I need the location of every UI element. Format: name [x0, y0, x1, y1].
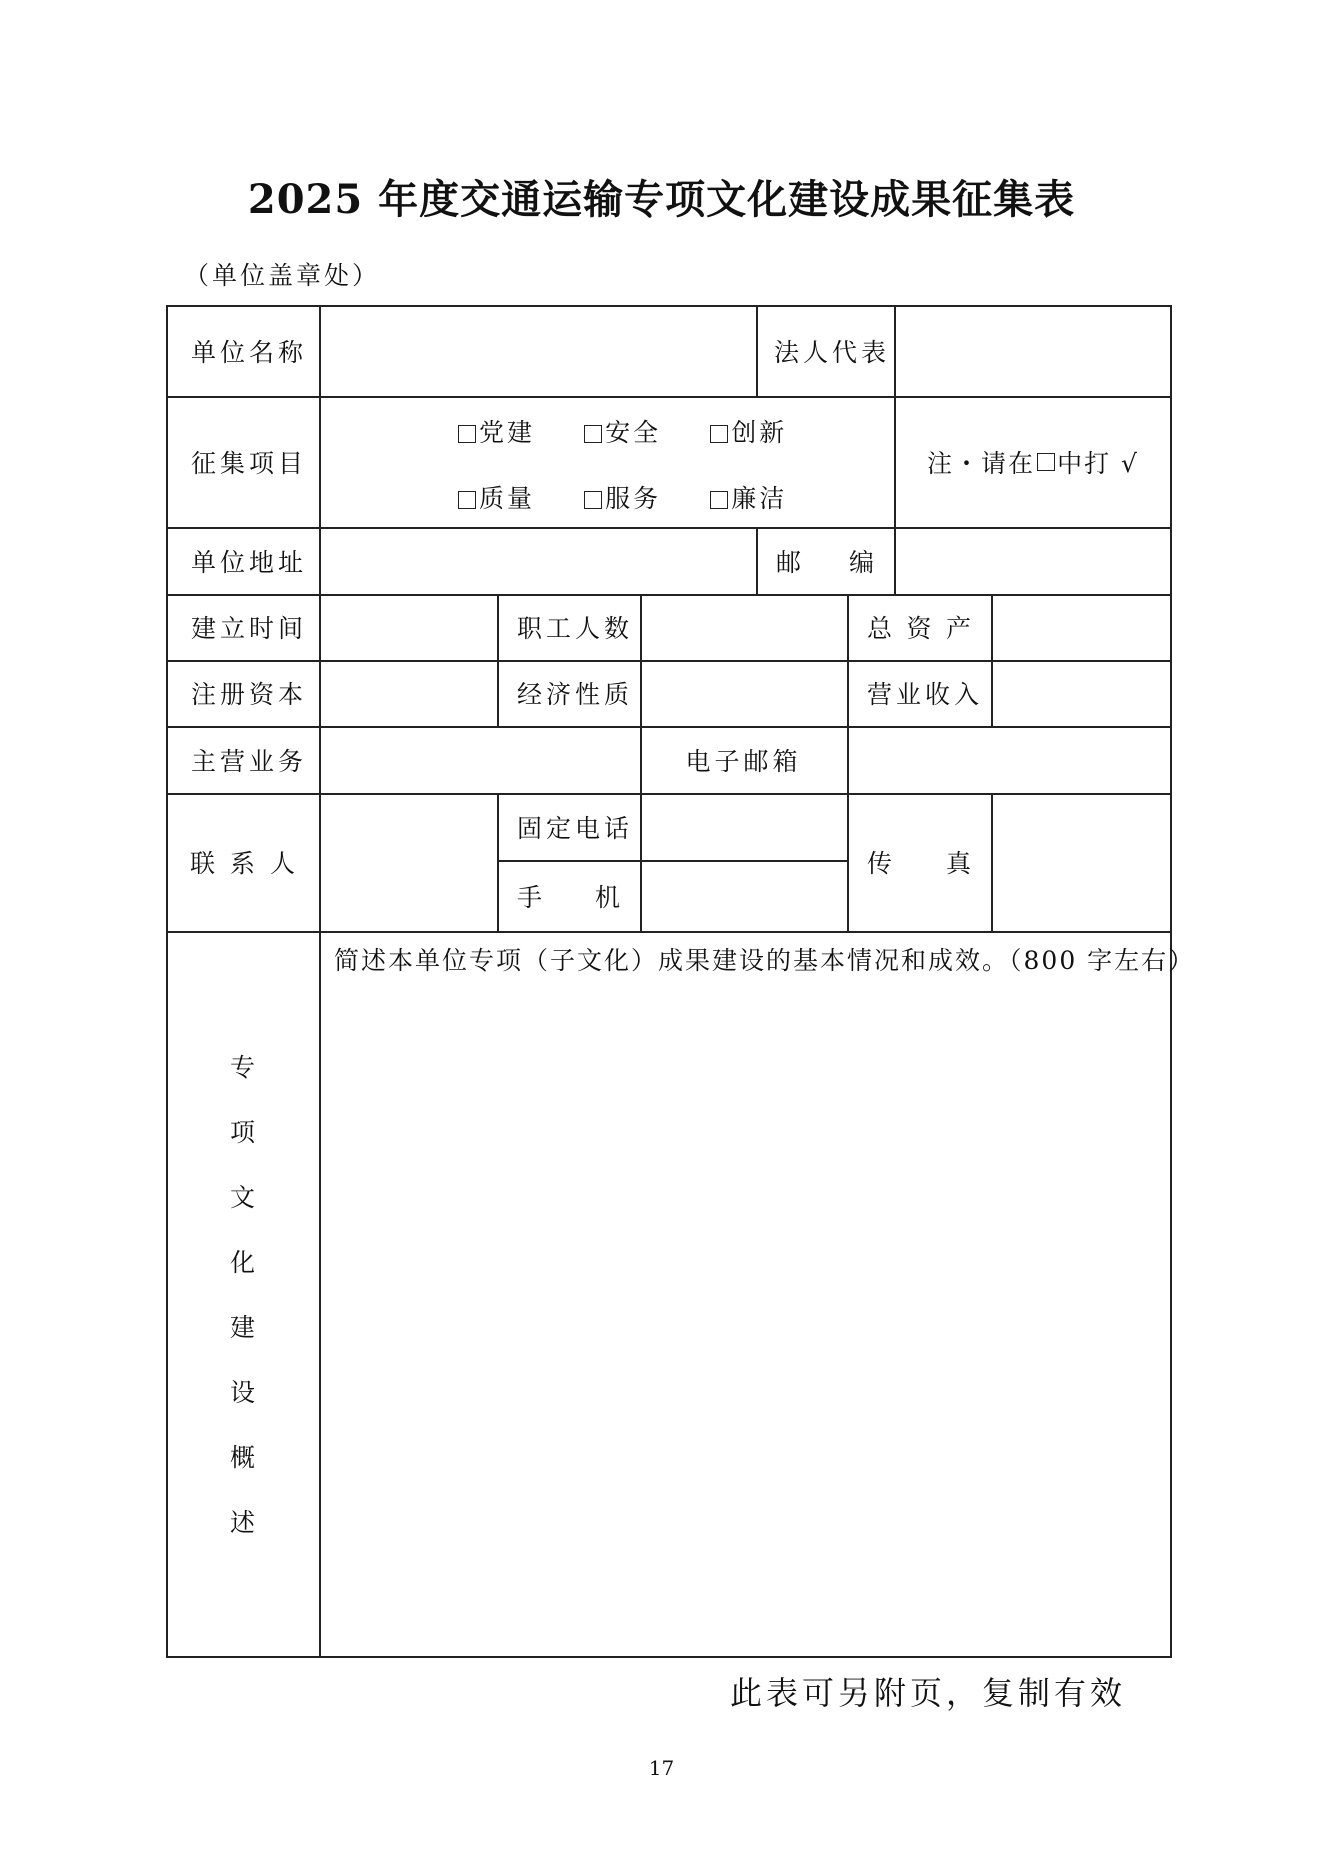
- registered-capital-field[interactable]: [321, 662, 496, 725]
- economic-nature-field[interactable]: [642, 662, 846, 725]
- footer-note: 此表可另附页，复制有效: [729, 1674, 1126, 1712]
- label-postcode: 邮 编: [776, 547, 874, 577]
- label-registered-capital: 注册资本: [191, 680, 308, 709]
- page-number: 17: [648, 1756, 675, 1780]
- options-row-1: [436, 413, 809, 449]
- checkbox[interactable]: [458, 491, 476, 509]
- mobile-field[interactable]: [642, 862, 846, 930]
- label-email: 电子邮箱: [685, 746, 802, 776]
- checkbox[interactable]: [710, 425, 728, 443]
- checkbox-sample-icon: [1037, 453, 1055, 471]
- label-contact: 联 系 人: [190, 849, 295, 878]
- option-quality[interactable]: 质量: [458, 479, 535, 515]
- option-integrity[interactable]: 廉洁: [710, 479, 787, 515]
- label-revenue: 营业收入: [867, 680, 984, 709]
- label-staff-count: 职工人数: [517, 614, 634, 643]
- revenue-field[interactable]: [993, 662, 1170, 725]
- collection-form-table: [166, 305, 1196, 1656]
- option-service[interactable]: 服务: [584, 479, 661, 515]
- label-fax: 传 真: [867, 849, 971, 878]
- overview-text-area[interactable]: [321, 985, 1170, 1655]
- unit-name-field[interactable]: [321, 307, 754, 395]
- label-collection-items: 征集项目: [191, 448, 308, 478]
- email-field[interactable]: [849, 728, 1170, 792]
- overview-prompt: 简述本单位专项（子文化）成果建设的基本情况和成效。（800 字左右）: [334, 946, 1196, 975]
- option-safety[interactable]: 安全: [584, 413, 661, 449]
- label-overview: 专 项 文 化 建 设 概 述: [229, 1053, 255, 1537]
- option-innovation[interactable]: 创新: [710, 413, 787, 449]
- checkbox[interactable]: [710, 491, 728, 509]
- label-landline: 固定电话: [517, 813, 634, 843]
- checkbox[interactable]: [584, 425, 602, 443]
- label-established: 建立时间: [191, 614, 308, 643]
- label-unit-name: 单位名称: [191, 337, 308, 367]
- landline-field[interactable]: [642, 795, 846, 859]
- option-party-building[interactable]: 党建: [458, 413, 535, 449]
- label-total-assets: 总 资 产: [867, 614, 971, 643]
- main-business-field[interactable]: [321, 728, 639, 792]
- table-border-bottom: [166, 1656, 1172, 1658]
- contact-field[interactable]: [321, 795, 496, 930]
- label-unit-address: 单位地址: [191, 547, 308, 577]
- fax-field[interactable]: [993, 795, 1170, 930]
- legal-rep-field[interactable]: [896, 307, 1170, 395]
- page-title: 2025 年度交通运输专项文化建设成果征集表: [247, 176, 1076, 223]
- label-main-business: 主营业务: [191, 746, 308, 776]
- stamp-note: （单位盖章处）: [184, 261, 381, 290]
- label-legal-rep: 法人代表: [774, 337, 891, 367]
- label-mobile: 手 机: [517, 882, 620, 912]
- unit-address-field[interactable]: [321, 529, 754, 593]
- staff-count-field[interactable]: [642, 596, 846, 659]
- table-border-right: [1170, 305, 1172, 1657]
- postcode-field[interactable]: [896, 529, 1170, 593]
- total-assets-field[interactable]: [993, 596, 1170, 659]
- checkbox[interactable]: [458, 425, 476, 443]
- label-economic-nature: 经济性质: [517, 680, 634, 709]
- options-row-2: [436, 479, 809, 515]
- collection-note: 注・请在 中打 √: [927, 448, 1139, 478]
- row-divider: [166, 931, 1172, 933]
- established-field[interactable]: [321, 596, 496, 659]
- checkbox[interactable]: [584, 491, 602, 509]
